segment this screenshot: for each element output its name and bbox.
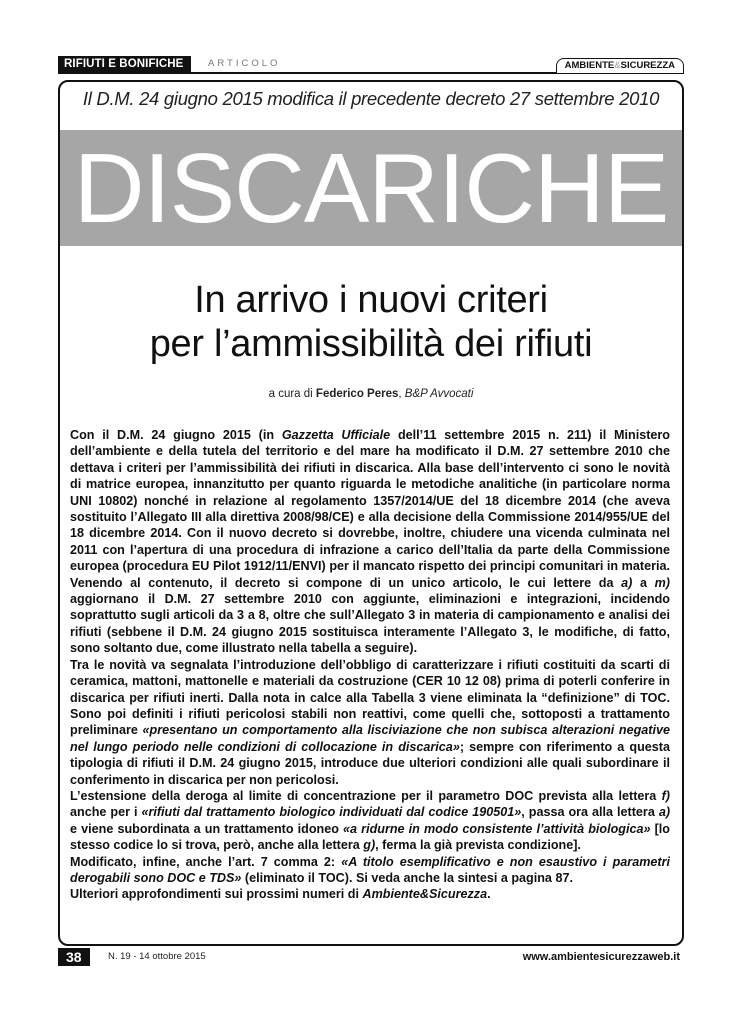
text-run-italic: g) [363,838,376,853]
article-body [70,427,670,903]
author-affiliation: B&P Avvocati [404,388,474,400]
brand-ampersand: & [614,60,621,71]
text-run: aggiornano il D.M. 27 settembre 2010 con aggiunte, eliminazioni e integrazioni, incidendo soprattutto sugli articoli da 3 a 8, oltre che sull’Allegato 3 in materia di campionamento e analisi dei rifiuti (sebbene il D.M. 24 giugno 2015 sostituisca interamente l’Allegato 3, le modifiche, di fatto, sono soltanto due, come illustrato nella tabella a seguire). [70,592,670,656]
text-run-italic: «presentano un comportamento alla lisciviazione che non subisca alterazioni negative nel lungo periodo nelle condizioni di collocazione in discarica» [70,723,670,754]
text-run-italic: «rifiuti dal trattamento biologico individuati dal codice 190501» [141,805,522,820]
banner-title: DISCARICHE [73,133,669,243]
article-headline [60,278,682,366]
text-run: [lo stesso codice lo si trova, però, anche alla lettera [70,821,670,853]
page-number: 38 [58,948,90,966]
paragraph-2 [70,657,670,788]
article-subtitle: Il D.M. 24 giugno 2015 modifica il precedente decreto 27 settembre 2010 [82,88,660,109]
text-run: Ulteriori approfondimenti sui prossimi numeri di [70,887,363,902]
text-run: , passa ora alla lettera [521,805,659,820]
headline-line-1: In arrivo i nuovi criteri [194,279,548,321]
text-run-italic: a) [658,805,671,820]
title-banner [60,130,682,246]
author-name: Federico Peres [315,388,399,400]
page-footer [58,948,680,966]
text-run: ; sempre con riferimento a questa tipologia di rifiuti il D.M. 24 giugno 2015, introduce due ulteriori condizioni alle quali subordinare il conferimento in discarica per non pericolosi. [70,739,670,787]
text-run: Con il D.M. 24 giugno 2015 (in [70,428,282,442]
paragraph-5 [70,886,670,902]
text-run: Tra le novità va segnalata l’introduzione dell’obbligo di caratterizzare i rifiuti costituiti da scarti di ceramica, mattoni, mattonelle e materiali da costruzione (CER 10 12 08) prima di poterli conferire in discarica per rifiuti inerti. Dalla nota in calce alla Tabella 3 viene eliminata la “definizione” di TOC. Sono poi definiti i rifiuti pericolosi stabili non reattivi, come quelli che, sottoposti a trattamento preliminare [70,657,670,738]
text-run-italic: «A titolo esemplificativo e non esaustivo i parametri derogabili sono DOC e TDS» [70,854,671,885]
magazine-brand [556,58,684,73]
text-run-italic: Ambiente&Sicurezza [362,887,488,902]
article-frame [58,80,684,946]
brand-left: AMBIENTE [564,60,615,71]
article-type-label: ARTICOLO [208,58,281,69]
text-run-italic: «a ridurne in modo consistente l’attività biologica» [343,821,651,836]
text-run: anche per i [70,805,142,820]
text-run-italic: a) [621,575,633,590]
text-run: (eliminato il TOC). Si veda anche la sintesi a pagina 87. [241,870,573,885]
text-run: a [632,575,655,590]
headline-line-2: per l’ammissibilità dei rifiuti [149,323,593,365]
top-header-bar [58,56,684,74]
text-run: L’estensione della deroga al limite di concentrazione per il parametro DOC prevista alla lettera [70,788,662,803]
issue-info: N. 19 - 14 ottobre 2015 [108,951,206,962]
text-run: . [487,887,491,902]
text-run: e viene subordinata a un trattamento idoneo [70,821,344,836]
paragraph-3 [70,788,670,854]
website-link[interactable]: www.ambientesicurezzaweb.it [522,951,680,963]
text-run: Modificato, infine, anche l’art. 7 comma 2: [70,854,342,869]
text-run: dell’11 settembre 2015 n. 211) il Ministero dell’ambiente e della tutela del territorio e del mare ha modificato il D.M. 27 settembre 2010 che dettava i criteri per l’ammissibilità dei rifiuti in discarica. Alla base dell’intervento ci sono le novità di matrice europea, innanzitutto per quanto riguarda le metodiche analitiche (in particolare norma UNI 10802) nonché in relazione al regolamento 1357/2014/UE del 18 dicembre 2014 (che aveva sostituito l’Allegato III alla direttiva 2008/98/CE) e alla decisione della Commissione 2014/955/UE del 18 dicembre 2014. Con il nuovo decreto si dovrebbe, inoltre, chiudere una vicenda culminata nel 2011 con l’apertura di una procedura di infrazione a carico dell’Italia da parte della Commissione europea (procedura EU Pilot 1912/11/ENVI) per il mancato rispetto dei principi comunitari in materia. Venendo al contenuto, il decreto si compone di un unico articolo, le cui lettere da [70,428,670,590]
text-run-italic: m) [654,575,670,590]
brand-right: SICUREZZA [620,60,675,71]
byline-prefix: a cura di [268,388,313,400]
text-run: , ferma la già prevista condizione]. [375,838,581,853]
paragraph-1 [70,427,670,657]
text-run-italic: f) [661,788,670,803]
byline: a cura di Federico Peres, B&P Avvocati [268,388,474,400]
text-run-italic: Gazzetta Ufficiale [281,428,391,442]
section-tag: RIFIUTI E BONIFICHE [58,56,191,72]
paragraph-4 [70,854,670,887]
